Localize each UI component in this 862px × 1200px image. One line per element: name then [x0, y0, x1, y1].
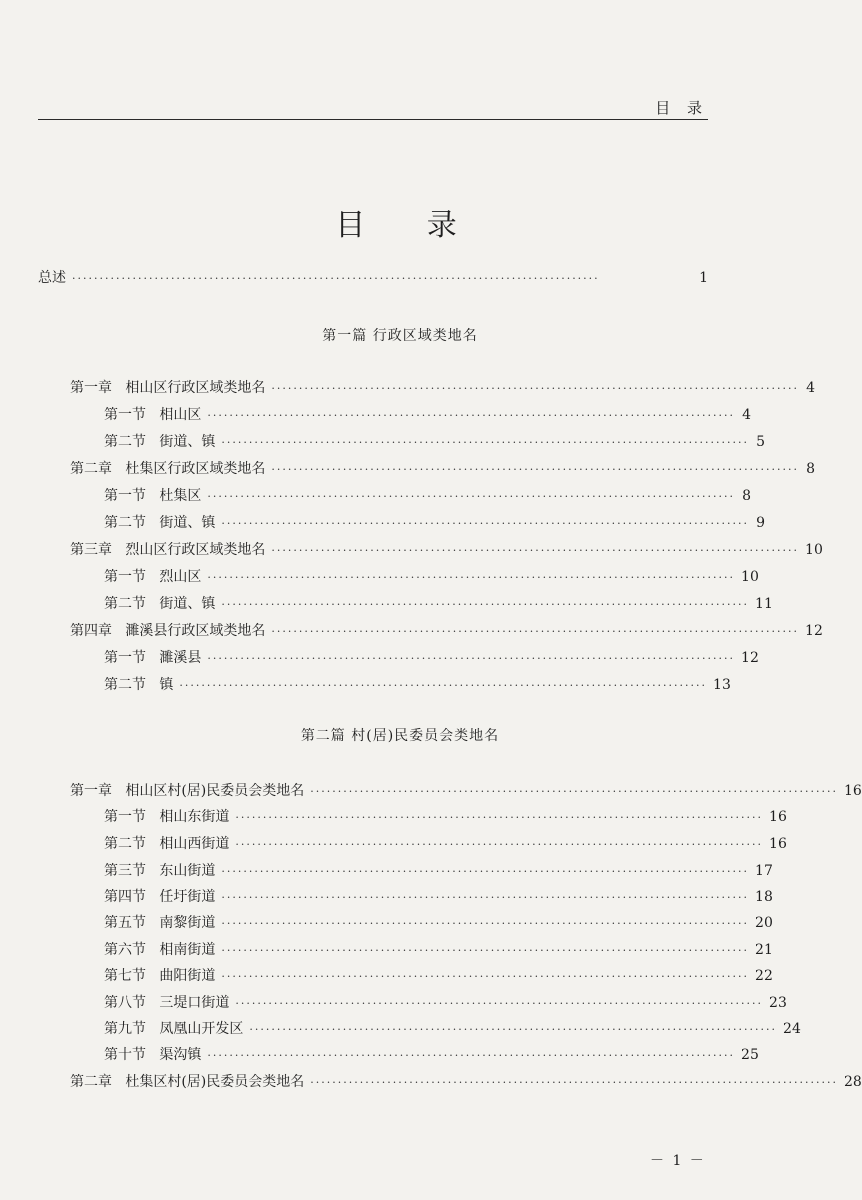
toc-entry-label: 第一章 相山区行政区域类地名	[70, 380, 266, 396]
toc-chapter[interactable]	[70, 781, 862, 801]
leader-dots: ································································································	[72, 272, 600, 285]
toc-entry-page: 22	[755, 968, 773, 984]
toc-section[interactable]	[104, 432, 766, 452]
toc-entry-label: 第四章 濉溪县行政区域类地名	[70, 623, 266, 639]
toc-section[interactable]	[104, 594, 773, 614]
leader-dots: ································································································	[310, 785, 838, 798]
leader-dots: ································································································	[271, 625, 800, 638]
toc-chapter[interactable]	[70, 378, 816, 398]
leader-dots: ································································································	[310, 1076, 838, 1089]
toc-section[interactable]	[104, 1045, 759, 1065]
toc-chapter[interactable]	[70, 459, 816, 479]
leader-dots: ································································································	[235, 838, 764, 851]
toc-entry-page: 12	[741, 650, 759, 666]
toc-entry-page: 16	[769, 809, 787, 825]
toc-entry-label: 第一节 相山东街道	[104, 809, 230, 825]
toc-entry-label: 第一章 相山区村(居)民委员会类地名	[70, 783, 305, 799]
toc-section[interactable]	[104, 675, 731, 695]
toc-entry-label: 第一节 杜集区	[104, 488, 202, 504]
toc-entry-page: 8	[806, 461, 816, 477]
toc-entry-label: 第六节 相南街道	[104, 942, 216, 958]
toc-section[interactable]	[104, 648, 759, 668]
toc-entry-page: 25	[741, 1047, 759, 1063]
toc-entry-page: 17	[755, 863, 773, 879]
leader-dots: ································································································	[249, 1023, 778, 1036]
toc-section[interactable]	[104, 1019, 801, 1039]
toc-entry-page: 10	[741, 569, 759, 585]
leader-dots: ································································································	[207, 490, 736, 503]
toc-section[interactable]	[104, 405, 752, 425]
leader-dots: ································································································	[271, 544, 800, 557]
toc-entry-label: 第五节 南黎街道	[104, 915, 216, 931]
toc-entry-label: 总述	[38, 270, 66, 286]
toc-entry-label: 第十节 渠沟镇	[104, 1047, 202, 1063]
leader-dots: ································································································	[207, 409, 736, 422]
toc-section[interactable]	[104, 486, 752, 506]
toc-section[interactable]	[104, 834, 787, 854]
leader-dots: ································································································	[179, 679, 708, 692]
toc-section[interactable]	[104, 513, 766, 533]
leader-dots: ································································································	[221, 517, 750, 530]
toc-entry-label: 第四节 任圩街道	[104, 889, 216, 905]
toc-entry-page: 21	[755, 942, 773, 958]
part-title: 第一篇 行政区域类地名	[322, 328, 478, 344]
toc-entry-page: 4	[806, 380, 816, 396]
leader-dots: ································································································	[221, 917, 750, 930]
toc-entry-page: 4	[742, 407, 752, 423]
toc-entry-page: 23	[769, 995, 787, 1011]
leader-dots: ································································································	[235, 811, 764, 824]
leader-dots: ································································································	[221, 970, 750, 983]
toc-chapter[interactable]	[70, 540, 823, 560]
leader-dots: ································································································	[221, 865, 750, 878]
toc-entry-label: 第二节 街道、镇	[104, 596, 216, 612]
toc-chapter[interactable]	[70, 1072, 862, 1092]
toc-entry-page: 16	[843, 783, 862, 799]
leader-dots: ································································································	[207, 652, 736, 665]
running-header: 目 录	[655, 99, 708, 117]
toc-entry-label: 第二章 杜集区村(居)民委员会类地名	[70, 1074, 305, 1090]
toc-entry-page: 10	[805, 542, 823, 558]
toc-entry-label: 第二节 街道、镇	[104, 434, 216, 450]
toc-entry-page: 20	[755, 915, 773, 931]
toc-section[interactable]	[104, 567, 759, 587]
toc-entry-label: 第八节 三堤口街道	[104, 995, 230, 1011]
toc-entry-label: 第一节 相山区	[104, 407, 202, 423]
toc-section[interactable]	[104, 861, 773, 881]
toc-entry-label: 第一节 烈山区	[104, 569, 202, 585]
toc-section[interactable]	[104, 940, 773, 960]
toc-entry-label: 第二节 街道、镇	[104, 515, 216, 531]
toc-entry-label: 第九节 凤凰山开发区	[104, 1021, 244, 1037]
leader-dots: ································································································	[221, 891, 750, 904]
toc-entry-label: 第三章 烈山区行政区域类地名	[70, 542, 266, 558]
leader-dots: ································································································	[271, 382, 800, 395]
leader-dots: ································································································	[221, 436, 750, 449]
leader-dots: ································································································	[221, 598, 750, 611]
toc-entry-label: 第一节 濉溪县	[104, 650, 202, 666]
toc-section[interactable]	[104, 807, 787, 827]
toc-entry-label: 第二章 杜集区行政区域类地名	[70, 461, 266, 477]
toc-entry-page: 8	[742, 488, 752, 504]
toc-entry-page: 28	[843, 1074, 862, 1090]
toc-chapter[interactable]	[70, 621, 823, 641]
page-title: 目 录	[335, 208, 483, 243]
toc-section[interactable]	[104, 887, 773, 907]
leader-dots: ································································································	[207, 571, 736, 584]
toc-entry-label: 第二节 相山西街道	[104, 836, 230, 852]
toc-entry-overview[interactable]	[38, 268, 708, 288]
toc-entry-label: 第三节 东山街道	[104, 863, 216, 879]
toc-section[interactable]	[104, 966, 773, 986]
toc-entry-page: 18	[755, 889, 773, 905]
toc-entry-page: 9	[756, 515, 766, 531]
leader-dots: ································································································	[235, 997, 764, 1010]
toc-entry-page: 1	[699, 270, 708, 286]
toc-entry-page: 13	[713, 677, 731, 693]
leader-dots: ································································································	[271, 463, 800, 476]
leader-dots: ································································································	[221, 944, 750, 957]
toc-entry-page: 12	[805, 623, 823, 639]
header-rule	[38, 119, 708, 120]
toc-section[interactable]	[104, 913, 773, 933]
toc-entry-label: 第二节 镇	[104, 677, 174, 693]
leader-dots: ································································································	[207, 1049, 736, 1062]
toc-entry-page: 24	[783, 1021, 801, 1037]
toc-entry-page: 16	[769, 836, 787, 852]
toc-entry-page: 11	[755, 596, 773, 612]
part-title: 第二篇 村(居)民委员会类地名	[300, 728, 500, 744]
toc-section[interactable]	[104, 993, 787, 1013]
toc-entry-label: 第七节 曲阳街道	[104, 968, 216, 984]
page-number: － 1 －	[650, 1153, 706, 1169]
toc-entry-page: 5	[756, 434, 766, 450]
